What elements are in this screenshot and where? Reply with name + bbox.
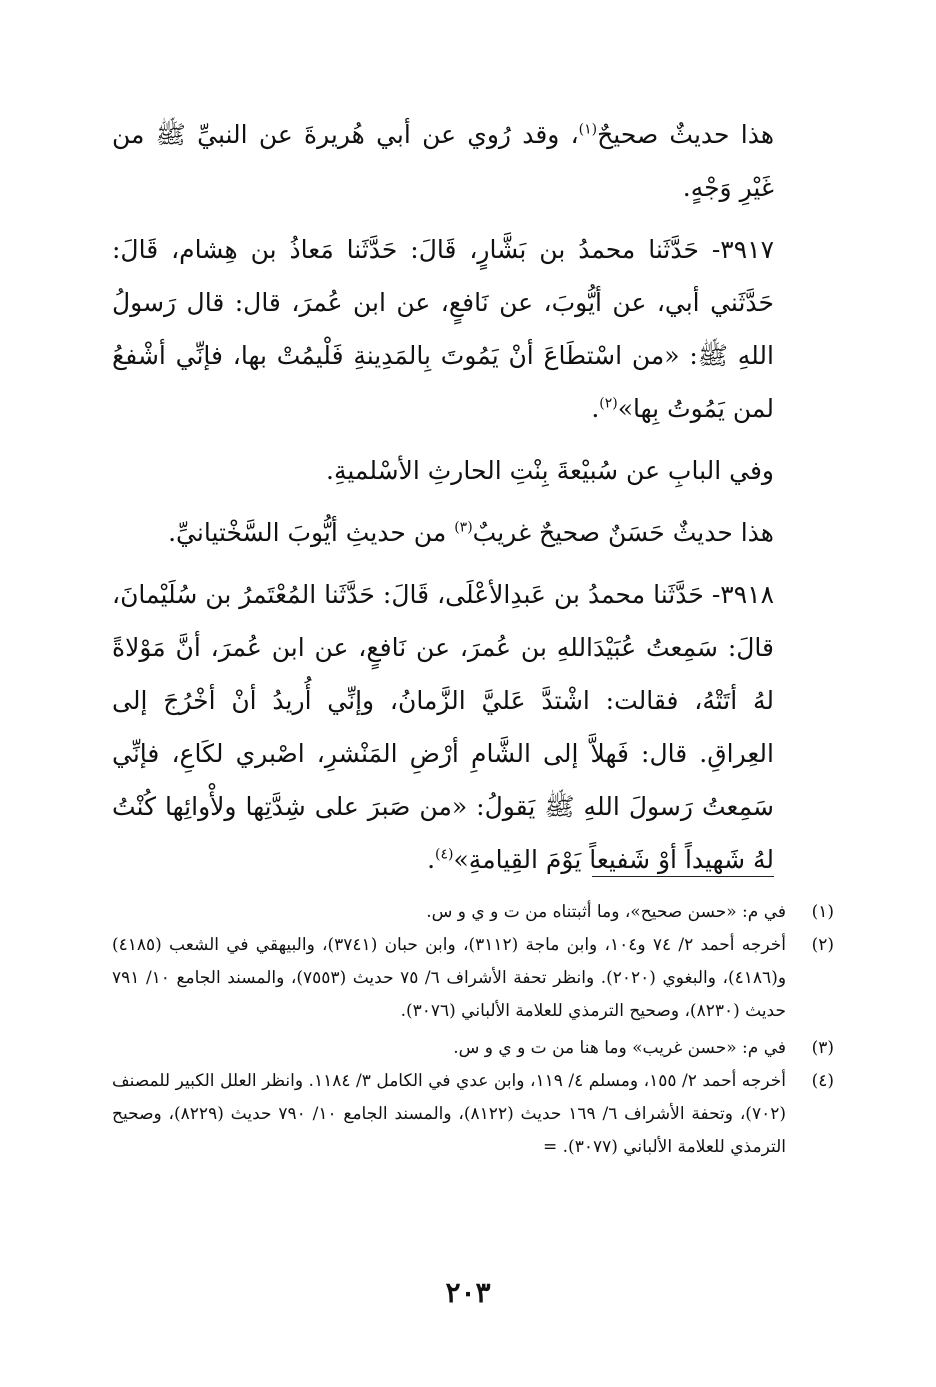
footnote-3: [112, 1032, 834, 1065]
hadith-3917: [112, 223, 774, 435]
footnote-reference-2: (٢): [599, 395, 618, 412]
footnote-text: أخرجه أحمد ٢/ ١٥٥، ومسلم ٤/ ١١٩، وابن عدي في الكامل ٣/ ١١٨٤. وانظر العلل الكبير للمصنف (٧٠٢)، وتحفة الأشراف ٦/ ١٦٩ حديث (٨١٢٢)، والمسند الجامع ١٠/ ٧٩٠ حديث (٨٢٢٩)، وصحيح الترمذي للعلامة الألباني (٣٠٧٧). =: [112, 1071, 787, 1157]
footnote-1: [112, 896, 834, 929]
footnote-text: أخرجه أحمد ٢/ ٧٤ و١٠٤، وابن ماجة (٣١١٢)، وابن حبان (٣٧٤١)، والبيهقي في الشعب (٤١٨٥) و(٤١٨٦)، والبغوي (٢٠٢٠). وانظر تحفة الأشراف ٦/ ٧٥ حديث (٧٥٥٣)، والمسند الجامع ١٠/ ٧٩١ حديث (٨٢٣٠)، وصحيح الترمذي للعلامة الألباني (٣٠٧٦).: [112, 935, 787, 1021]
main-text: [112, 108, 774, 886]
footnote-4: [112, 1065, 834, 1164]
text-segment: ، وقد رُوي عن أبي هُريرةَ عن النبيِّ ﷺ من غَيْرِ وَجْهٍ.: [112, 120, 774, 202]
text-segment: ٣٩١٧- حَدَّثَنا محمدُ بن بَشَّارٍ، قَالَ: حَدَّثَنا مَعاذُ بن هِشام، قَالَ: حَدَّثَني أبي، عن أيُّوبَ، عن نَافعٍ، عن ابن عُمرَ، قال: قال رَسولُ اللهِ ﷺ: «من اسْتطَاعَ أنْ يَمُوتَ بِالمَدِينةِ فَلْيمُتْ بها، فإنِّي أشْفعُ لمن يَمُوتُ بِها»: [112, 235, 774, 423]
text-segment: من حديثِ أيُّوبَ السَّخْتيانيِّ.: [168, 518, 455, 547]
footnotes: [112, 896, 834, 1164]
page-number: ٢٠٣: [445, 1276, 491, 1309]
footnote-number: (٣): [811, 1038, 834, 1058]
text-segment: .: [427, 845, 436, 874]
footnote-reference-1: (١): [578, 121, 598, 138]
footnote-text: في م: «حسن صحيح»، وما أثبتناه من ت و ي و س.: [426, 902, 786, 922]
footnote-divider: [592, 876, 774, 877]
footnote-number: (٢): [811, 935, 834, 955]
footnote-text: في م: «حسن غريب» وما هنا من ت و ي و س.: [453, 1038, 786, 1058]
text-segment: .: [591, 394, 600, 423]
paragraph-grading-2: [112, 506, 774, 559]
footnote-number: (١): [811, 902, 834, 922]
footnote-2: [112, 929, 834, 1028]
text-segment: هذا حديثٌ صحيحٌ: [597, 120, 775, 149]
paragraph-chapter-note: وفي البابِ عن سُبيْعةَ بِنْتِ الحارثِ الأسْلميةِ.: [326, 456, 774, 485]
footnote-reference-4: (٤): [435, 846, 454, 863]
text-segment: ٣٩١٨- حَدَّثَنا محمدُ بن عَبدِالأعْلَى، قَالَ: حَدَّثَنا المُعْتَمرُ بن سُلَيْمانَ، قالَ: سَمِعتُ عُبَيْدَاللهِ بن عُمرَ، عن نَافعٍ، عن ابن عُمرَ، أنَّ مَوْلاةً لهُ أتَتْهُ، فقالت: اشْتدَّ عَليَّ الزَّمانُ، وإنِّي أُريدُ أنْ أخْرُجَ إلى العِراقِ. قال: فَهلاَّ إلى الشَّامِ أرْضِ المَنْشرِ، اصْبري لكَاعِ، فإنِّي سَمِعتُ رَسولَ اللهِ ﷺ يَقولُ: «من صَبرَ على شِدَّتِها ولأْوائِها كُنْتُ لهُ شَهيداً أوْ شَفيعاً يَوْمَ القِيامةِ»: [112, 580, 774, 874]
footnote-reference-3: (٣): [454, 519, 473, 536]
text-segment: هذا حديثٌ حَسَنٌ صحيحٌ غريبٌ: [472, 518, 774, 547]
paragraph-grading-1: [112, 108, 774, 214]
footnote-number: (٤): [811, 1071, 834, 1091]
hadith-3918: [112, 568, 774, 886]
